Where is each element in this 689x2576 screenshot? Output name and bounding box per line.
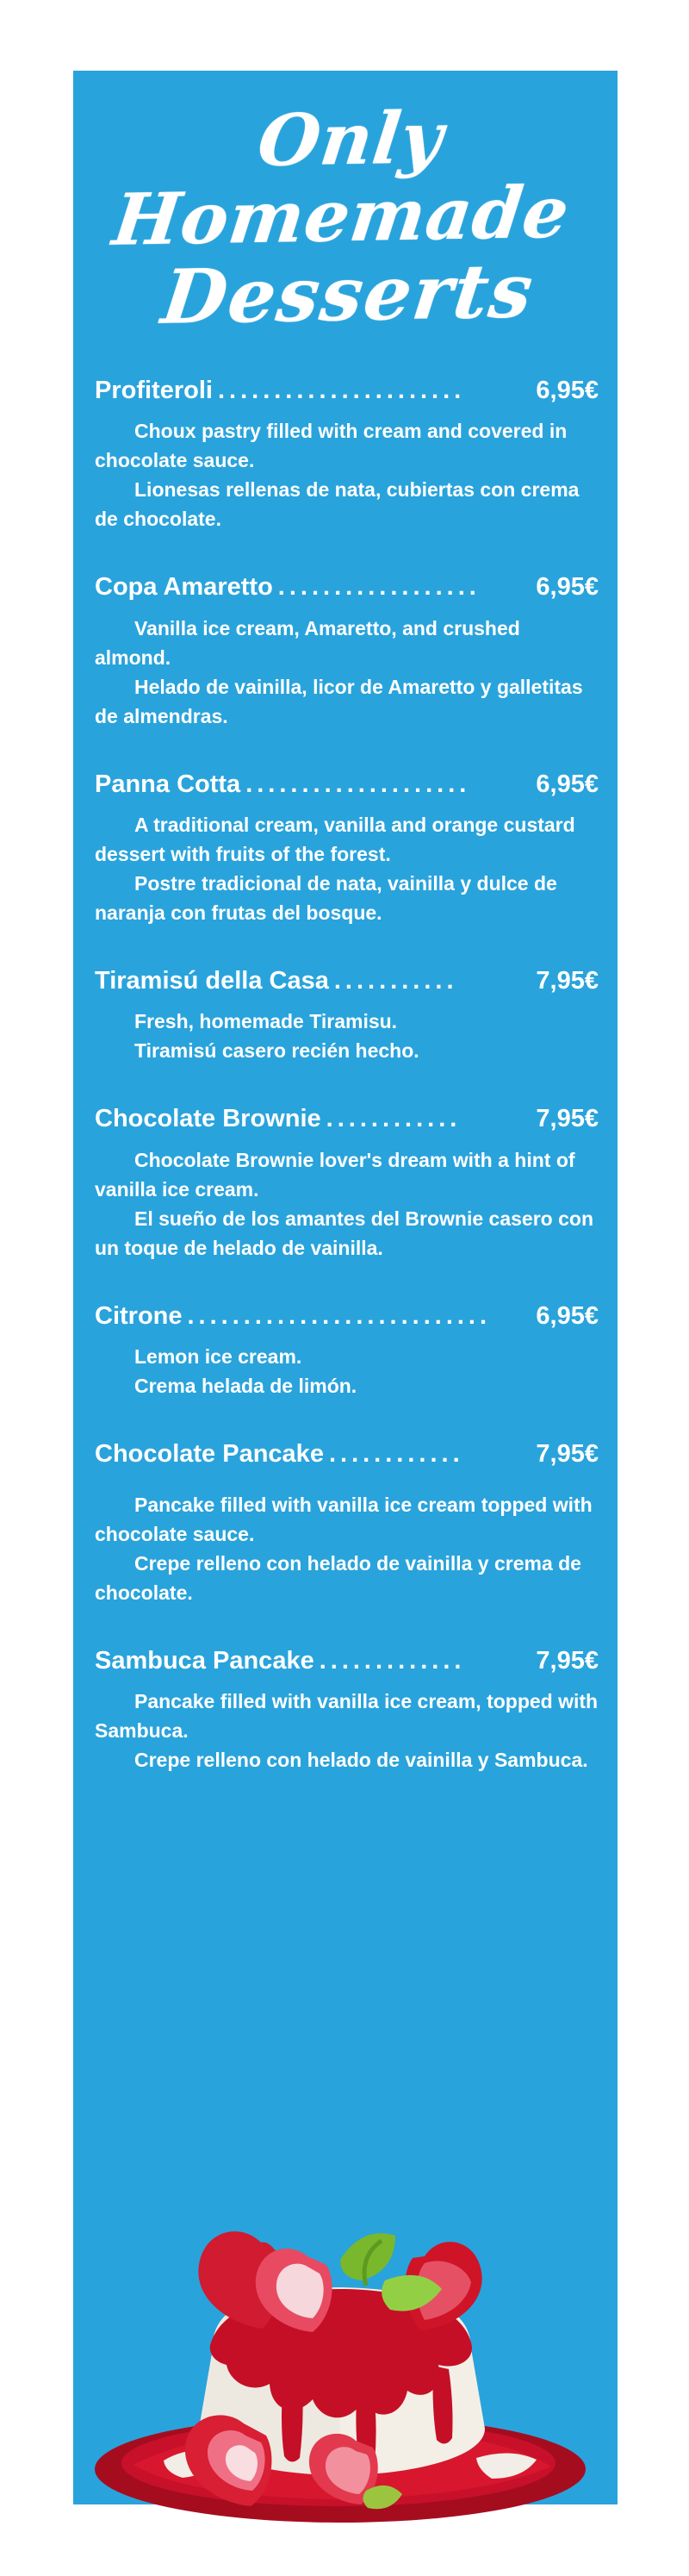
item-price: 7,95€ — [536, 1440, 599, 1469]
item-price: 7,95€ — [536, 1646, 599, 1675]
dotted-leader: ............ — [328, 1440, 464, 1469]
item-description-english: Pancake filled with vanilla ice cream topped with chocolate sauce. — [95, 1493, 593, 1545]
item-heading — [95, 1440, 599, 1469]
menu-item-chocolate-brownie — [95, 1105, 599, 1262]
panna-cotta-photo — [82, 2206, 616, 2538]
item-heading — [95, 1647, 599, 1675]
item-price: 6,95€ — [536, 1301, 599, 1330]
dotted-leader: ........................... — [187, 1301, 492, 1330]
item-name: Citrone — [95, 1301, 183, 1330]
item-heading — [95, 967, 599, 995]
item-heading — [95, 770, 599, 799]
item-price: 6,95€ — [536, 377, 599, 405]
menu-item-citrone — [95, 1302, 599, 1400]
menu-title — [93, 96, 601, 341]
item-price: 7,95€ — [536, 1105, 599, 1133]
menu-item-sambuca-pancake — [95, 1647, 599, 1775]
dotted-leader: ...................... — [217, 377, 466, 405]
item-name: Tiramisú della Casa — [95, 967, 329, 995]
item-description-spanish: Crepe relleno con helado de vainilla y crema de chocolate. — [95, 1551, 581, 1604]
menu-item-tiramisu — [95, 967, 599, 1065]
item-name: Chocolate Pancake — [95, 1440, 324, 1469]
menu-panel — [73, 71, 618, 2504]
dotted-leader: ........... — [333, 967, 458, 995]
item-description-english: Lemon ice cream. — [134, 1345, 302, 1369]
item-name: Chocolate Brownie — [95, 1105, 321, 1133]
item-description-english: Vanilla ice cream, Amaretto, and crushed almond. — [95, 616, 520, 669]
menu-item-copa-amaretto — [95, 573, 599, 730]
menu-item-profiteroli — [95, 377, 599, 533]
item-price: 6,95€ — [536, 770, 599, 798]
dotted-leader: ............. — [319, 1646, 466, 1675]
menu-title-line2: Desserts — [157, 247, 539, 341]
item-description-spanish: Tiramisú casero recién hecho. — [134, 1039, 419, 1063]
item-heading — [95, 1105, 599, 1133]
dotted-leader: ............ — [326, 1105, 462, 1133]
item-heading — [95, 377, 599, 405]
item-description-english: Choux pastry filled with cream and covered in chocolate sauce. — [95, 420, 568, 472]
item-description-spanish: El sueño de los amantes del Brownie casero con un toque de helado de vainilla. — [95, 1207, 593, 1259]
item-description-english: A traditional cream, vanilla and orange custard dessert with fruits of the forest. — [95, 814, 575, 866]
menu-title-line1: Only Homemade — [109, 96, 574, 262]
item-description-spanish: Helado de vainilla, licor de Amaretto y galletitas de almendras. — [95, 675, 583, 727]
item-description-english: Fresh, homemade Tiramisu. — [134, 1010, 398, 1033]
menu-item-panna-cotta — [95, 770, 599, 927]
dotted-leader: .................. — [277, 573, 481, 602]
item-description-spanish: Crema helada de limón. — [134, 1375, 357, 1398]
item-name: Profiteroli — [95, 377, 213, 405]
item-price: 7,95€ — [536, 967, 599, 995]
item-description-english: Pancake filled with vanilla ice cream, topped with Sambuca. — [95, 1689, 599, 1742]
item-name: Panna Cotta — [95, 770, 241, 798]
item-description-spanish: Postre tradicional de nata, vainilla y dulce de naranja con frutas del bosque. — [95, 872, 557, 925]
item-description-english: Chocolate Brownie lover's dream with a hint of vanilla ice cream. — [95, 1148, 575, 1201]
item-description-spanish: Crepe relleno con helado de vainilla y Sambuca. — [134, 1748, 588, 1771]
item-description-spanish: Lionesas rellenas de nata, cubiertas con crema de chocolate. — [95, 478, 580, 531]
menu-item-chocolate-pancake — [95, 1440, 599, 1606]
item-heading — [95, 573, 599, 602]
item-price: 6,95€ — [536, 573, 599, 602]
item-name: Copa Amaretto — [95, 573, 273, 602]
item-name: Sambuca Pancake — [95, 1646, 314, 1675]
dotted-leader: .................... — [245, 770, 471, 798]
item-heading — [95, 1302, 599, 1331]
